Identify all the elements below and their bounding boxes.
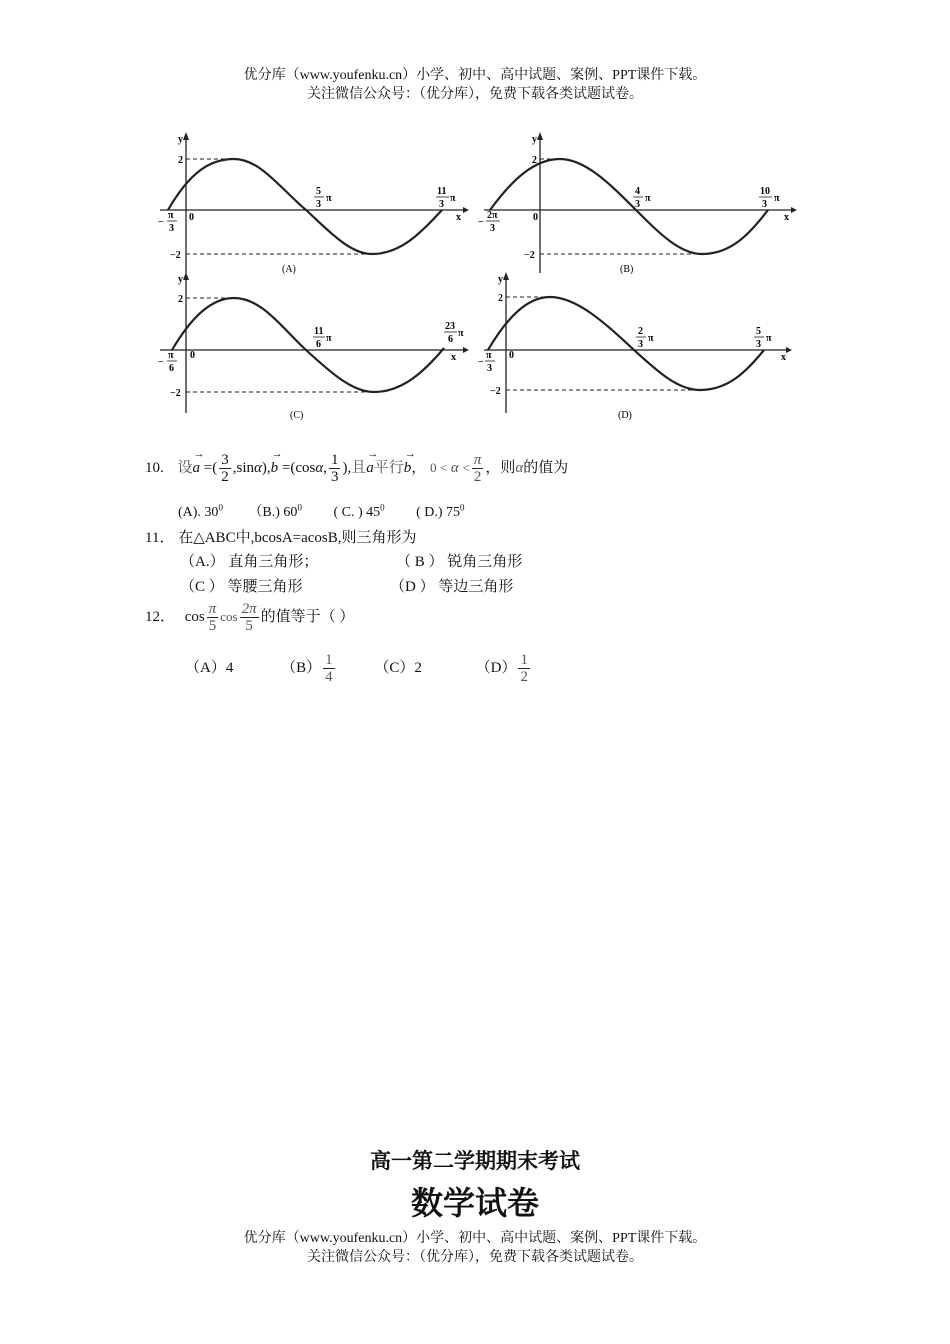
ymax-label: 2 (532, 155, 537, 166)
q12-tail: 的值等于（ ） (260, 608, 355, 625)
ymin-label: −2 (170, 388, 181, 399)
graph-a (150, 128, 470, 278)
x-axis-label: x (781, 352, 786, 363)
q10-option-d (416, 502, 465, 520)
mid-num: 11 (314, 326, 324, 337)
graph-caption: (D) (618, 410, 632, 421)
q10-frac-2-num: 1 (330, 452, 339, 468)
mid-num: 5 (316, 186, 321, 197)
ymax-label: 2 (178, 155, 183, 166)
end-den: 6 (448, 334, 453, 345)
mid-den: 3 (316, 199, 321, 210)
q10-option-d-deg: 0 (460, 502, 465, 513)
q10-eq2: =(cos (278, 459, 316, 476)
x-axis-label: x (456, 212, 461, 223)
end-pi: π (458, 328, 464, 339)
q10-vec-a-2: a (366, 459, 374, 476)
question-12-options (185, 652, 532, 685)
q12-option-d (475, 652, 532, 685)
q10-frac-pi2 (472, 452, 484, 485)
ymax-label: 2 (178, 294, 183, 305)
origin-label: 0 (190, 350, 195, 361)
q10-vec-a: a (192, 459, 201, 476)
graph-d (478, 268, 798, 423)
q10-option-c-text: ( C. ) 45 (333, 505, 381, 520)
neg-num: π (168, 350, 174, 361)
q10-alpha-3: α (450, 459, 459, 476)
q10-option-d-text: ( D.) 75 (416, 505, 461, 520)
end-num: 5 (756, 326, 761, 337)
neg-minus: − (478, 357, 484, 368)
y-axis-label: y (178, 274, 183, 285)
question-11-stem: 11． 在△ABC中,bcosA=acosB,则三角形为 (145, 530, 417, 546)
header-line-2: 关注微信公众号：（优分库），免费下载各类试题试卷。 (307, 87, 643, 102)
q12-number: 12． (145, 608, 176, 625)
end-den: 3 (439, 199, 444, 210)
ymin-label: −2 (490, 386, 501, 397)
q12-frac-2-num: 2π (241, 601, 257, 617)
exam-title: 高一第二学期期末考试 (370, 1149, 580, 1173)
mid-pi: π (645, 193, 651, 204)
mid-pi: π (648, 333, 654, 344)
x-axis-label: x (784, 212, 789, 223)
neg-num: 2π (487, 210, 498, 221)
neg-den: 6 (169, 363, 174, 374)
neg-num: π (486, 350, 492, 361)
graph-caption: (C) (290, 410, 304, 421)
footer-line-2: 关注微信公众号：（优分库），免费下载各类试题试卷。 (307, 1250, 643, 1265)
q10-frac-2 (329, 452, 341, 485)
q11-option-c: （C ） 等腰三角形 (180, 579, 303, 595)
q12-frac-1-num: π (208, 601, 217, 617)
q10-alpha-1: α (254, 459, 262, 476)
mid-num: 4 (635, 186, 640, 197)
q11-option-b: （ B ） 锐角三角形 (396, 554, 523, 570)
q12-option-b-label: （B） (281, 659, 322, 676)
question-10-options (178, 501, 465, 521)
q10-set: 设 (177, 459, 193, 476)
y-axis-label: y (178, 134, 183, 145)
q12-option-b-num: 1 (325, 652, 333, 668)
q12-cos-2: cos (220, 608, 238, 624)
q10-frac-1-den: 2 (221, 469, 229, 485)
end-num: 10 (760, 186, 770, 197)
q11-option-a: （A.） 直角三角形； (180, 554, 319, 570)
q10-alpha-4: α (515, 459, 524, 476)
graph-caption: (A) (282, 264, 296, 275)
q10-then: ，则 (485, 459, 516, 476)
q12-option-d-label: （D） (475, 659, 517, 676)
origin-label: 0 (189, 212, 194, 223)
q10-option-b-text: （B.) 60 (248, 505, 298, 520)
q12-frac-2 (240, 601, 259, 634)
q12-option-b (281, 652, 337, 685)
neg-den: 3 (169, 223, 174, 234)
mid-den: 3 (638, 339, 643, 350)
q10-alpha-2: α (315, 459, 324, 476)
end-pi: π (766, 333, 772, 344)
neg-minus: − (478, 217, 484, 228)
q10-comma: , (323, 459, 327, 476)
x-axis-label: x (451, 352, 456, 363)
origin-label: 0 (533, 212, 538, 223)
mid-pi: π (326, 193, 332, 204)
q10-frac-1-num: 3 (221, 452, 229, 468)
q10-frac-1 (219, 452, 231, 485)
q12-option-a: （A）4 (185, 659, 234, 676)
end-den: 3 (762, 199, 767, 210)
ymin-label: −2 (170, 250, 181, 261)
neg-den: 3 (487, 363, 492, 374)
q12-frac-1 (207, 601, 219, 634)
end-pi: π (774, 193, 780, 204)
end-num: 23 (445, 321, 455, 332)
q10-number: 10. (145, 459, 164, 476)
q10-frac-pi2-den: 2 (473, 469, 482, 485)
question-12-stem (145, 601, 354, 634)
end-pi: π (450, 193, 456, 204)
header-line-1: 优分库（www.youfenku.cn）小学、初中、高中试题、案例、PPT课件下载。 (243, 68, 707, 83)
q10-and: 且 (351, 459, 367, 476)
y-axis-label: y (498, 274, 503, 285)
q12-option-d-num: 1 (520, 652, 528, 668)
q12-option-c: （C）2 (374, 659, 422, 676)
q10-close1: ), (261, 459, 271, 476)
graph-caption: (B) (620, 264, 634, 275)
q10-sin: ,sin (232, 459, 254, 476)
q10-frac-pi2-num: π (473, 452, 482, 468)
q10-option-a-text: (A). 30 (178, 505, 219, 520)
q10-eq1: =( (200, 459, 218, 476)
graph-b (478, 128, 798, 278)
origin-label: 0 (509, 350, 514, 361)
q12-option-b-frac (323, 652, 335, 685)
q12-option-b-den: 4 (325, 669, 333, 685)
q10-vec-b-2: b (403, 459, 412, 476)
q10-option-a-deg: 0 (218, 502, 223, 513)
mid-den: 6 (316, 339, 321, 350)
mid-pi: π (326, 333, 332, 344)
q12-option-d-frac (518, 652, 530, 685)
q10-parallel: 平行 (373, 459, 404, 476)
q11-option-d: （D ） 等边三角形 (390, 579, 514, 595)
q10-option-c (333, 502, 385, 520)
ymax-label: 2 (498, 293, 503, 304)
mid-den: 3 (635, 199, 640, 210)
neg-minus: − (158, 357, 164, 368)
end-num: 11 (437, 186, 447, 197)
q12-frac-1-den: 5 (208, 618, 217, 634)
q12-frac-2-den: 5 (245, 618, 253, 634)
q10-cond-pre: 0 < (430, 459, 448, 475)
q10-option-c-deg: 0 (380, 502, 385, 513)
q10-value-of: 的值为 (523, 459, 569, 476)
q10-option-b-deg: 0 (297, 502, 302, 513)
q10-option-b (248, 502, 302, 520)
graph-c (150, 268, 470, 423)
q10-vec-b: b (270, 459, 279, 476)
neg-num: π (168, 210, 174, 221)
end-den: 3 (756, 339, 761, 350)
footer-line-1: 优分库（www.youfenku.cn）小学、初中、高中试题、案例、PPT课件下载。 (243, 1231, 707, 1246)
y-axis-label: y (532, 134, 537, 145)
mid-num: 2 (638, 326, 643, 337)
neg-den: 3 (490, 223, 495, 234)
q10-cond-mid: < (462, 459, 470, 475)
neg-minus: − (158, 217, 164, 228)
q10-option-a (178, 502, 223, 520)
q10-frac-2-den: 3 (330, 469, 339, 485)
ymin-label: −2 (524, 250, 535, 261)
q10-close2: ), (342, 459, 352, 476)
exam-subject: 数学试卷 (410, 1184, 539, 1222)
q12-option-d-den: 2 (520, 669, 528, 685)
question-10-stem: 10. 设 → a =( $\frac{3}{2}$ ,sinα), → b =(cosα, $\frac{1}{3}$ ),且 → a平行 → b， 0 < α < $\frac{\pi}{2}$ ，则α的值为 (145, 447, 569, 485)
q12-cos-1: cos (184, 608, 205, 625)
